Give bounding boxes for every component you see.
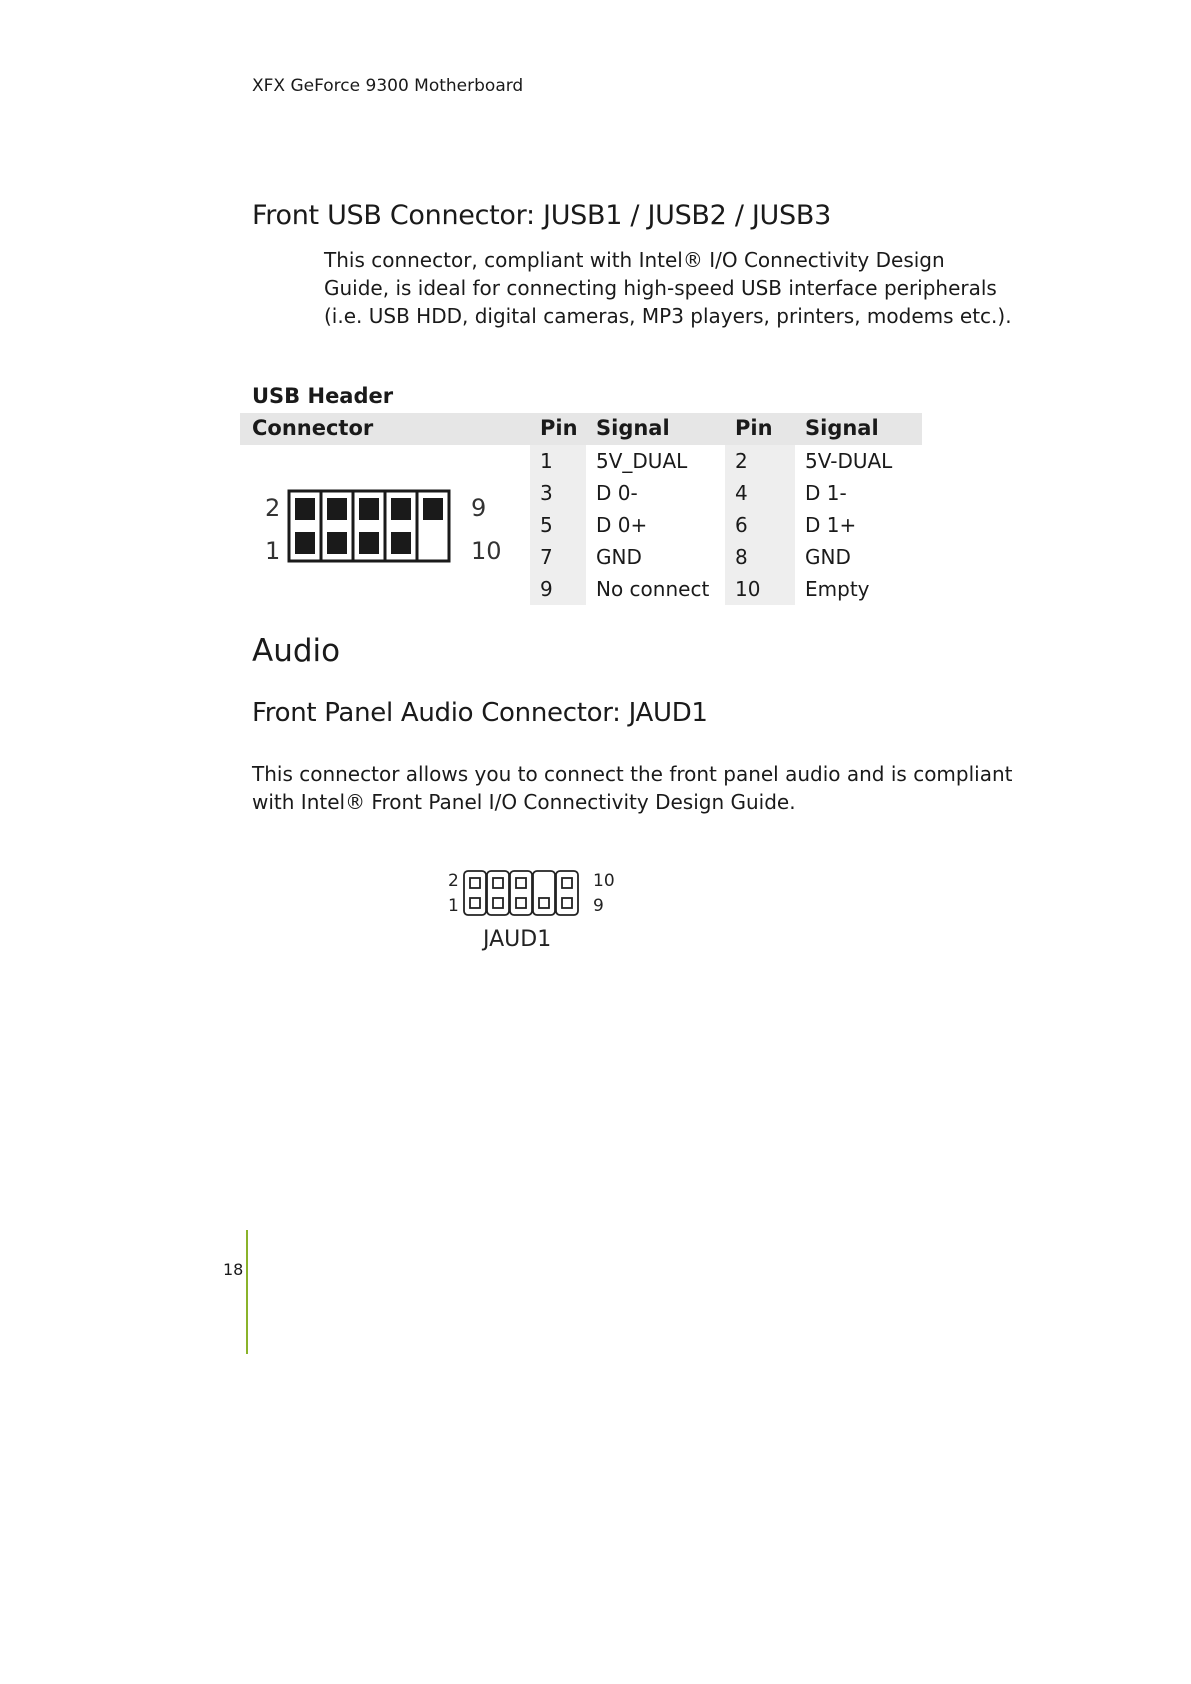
audio-connector-description: This connector allows you to connect the front panel audio and is compliant with Intel® Front Panel I/O Connectivity Design Guide. <box>252 762 1013 814</box>
audio-heading: Audio <box>252 633 341 669</box>
pin-number: 6 <box>735 513 748 537</box>
page-number: 18 <box>223 1260 244 1279</box>
jaud1-header-diagram <box>446 866 626 956</box>
pin-number: 10 <box>735 577 761 601</box>
signal-name: 5V_DUAL <box>596 449 688 473</box>
usb-header-table-caption: USB Header <box>252 384 394 408</box>
pin <box>470 898 480 908</box>
pin-label: 10 <box>471 537 502 565</box>
header-signal: Signal <box>596 416 670 440</box>
pin <box>359 532 379 554</box>
header-pin: Pin <box>540 416 578 440</box>
header-signal: Signal <box>805 416 879 440</box>
audio-connector-heading: Front Panel Audio Connector: JAUD1 <box>252 698 708 728</box>
pin-label: 2 <box>265 494 281 522</box>
pin <box>391 498 411 520</box>
pin-number: 8 <box>735 545 748 569</box>
usb-connector-heading: Front USB Connector: JUSB1 / JUSB2 / JUSB3 <box>252 200 831 231</box>
pin-label: 1 <box>448 896 459 916</box>
signal-name: D 1- <box>805 481 847 505</box>
pin <box>493 898 503 908</box>
signal-name: No connect <box>596 577 710 601</box>
pin <box>391 532 411 554</box>
pin-label: 9 <box>593 896 604 916</box>
pin-number: 5 <box>540 513 553 537</box>
pin-number: 3 <box>540 481 553 505</box>
signal-name: GND <box>805 545 851 569</box>
pin-label: 2 <box>448 871 459 891</box>
running-header: XFX GeForce 9300 Motherboard <box>252 76 524 96</box>
pin <box>470 878 480 888</box>
pin <box>562 878 572 888</box>
header-pin: Pin <box>735 416 773 440</box>
usb-connector-description: This connector, compliant with Intel® I/O Connectivity Design Guide, is ideal for connecting high-speed USB interface peripherals (i.e. USB HDD, digital cameras, MP3 players, printers, modems etc.). <box>324 248 1012 328</box>
signal-name: 5V-DUAL <box>805 449 893 473</box>
page-accent-rule <box>246 1230 248 1354</box>
pin-number: 1 <box>540 449 553 473</box>
pin-label: 9 <box>471 494 487 522</box>
pin-label: 10 <box>593 871 615 891</box>
pin-number: 7 <box>540 545 553 569</box>
pin <box>539 898 549 908</box>
pin-number: 9 <box>540 577 553 601</box>
signal-name: D 0- <box>596 481 638 505</box>
pin <box>516 878 526 888</box>
pin <box>295 532 315 554</box>
pin-column-shade <box>530 445 586 605</box>
pin-number: 4 <box>735 481 748 505</box>
header-connector: Connector <box>252 416 374 440</box>
jaud1-caption: JAUD1 <box>483 927 552 952</box>
pin <box>423 498 443 520</box>
signal-name: D 1+ <box>805 513 857 537</box>
pin <box>516 898 526 908</box>
pin <box>327 532 347 554</box>
pin <box>295 498 315 520</box>
pin <box>562 898 572 908</box>
pin <box>359 498 379 520</box>
signal-name: Empty <box>805 577 870 601</box>
signal-name: GND <box>596 545 642 569</box>
pin <box>327 498 347 520</box>
pin-number: 2 <box>735 449 748 473</box>
pin <box>493 878 503 888</box>
signal-name: D 0+ <box>596 513 648 537</box>
usb-header-diagram <box>263 486 513 568</box>
pin-label: 1 <box>265 537 281 565</box>
